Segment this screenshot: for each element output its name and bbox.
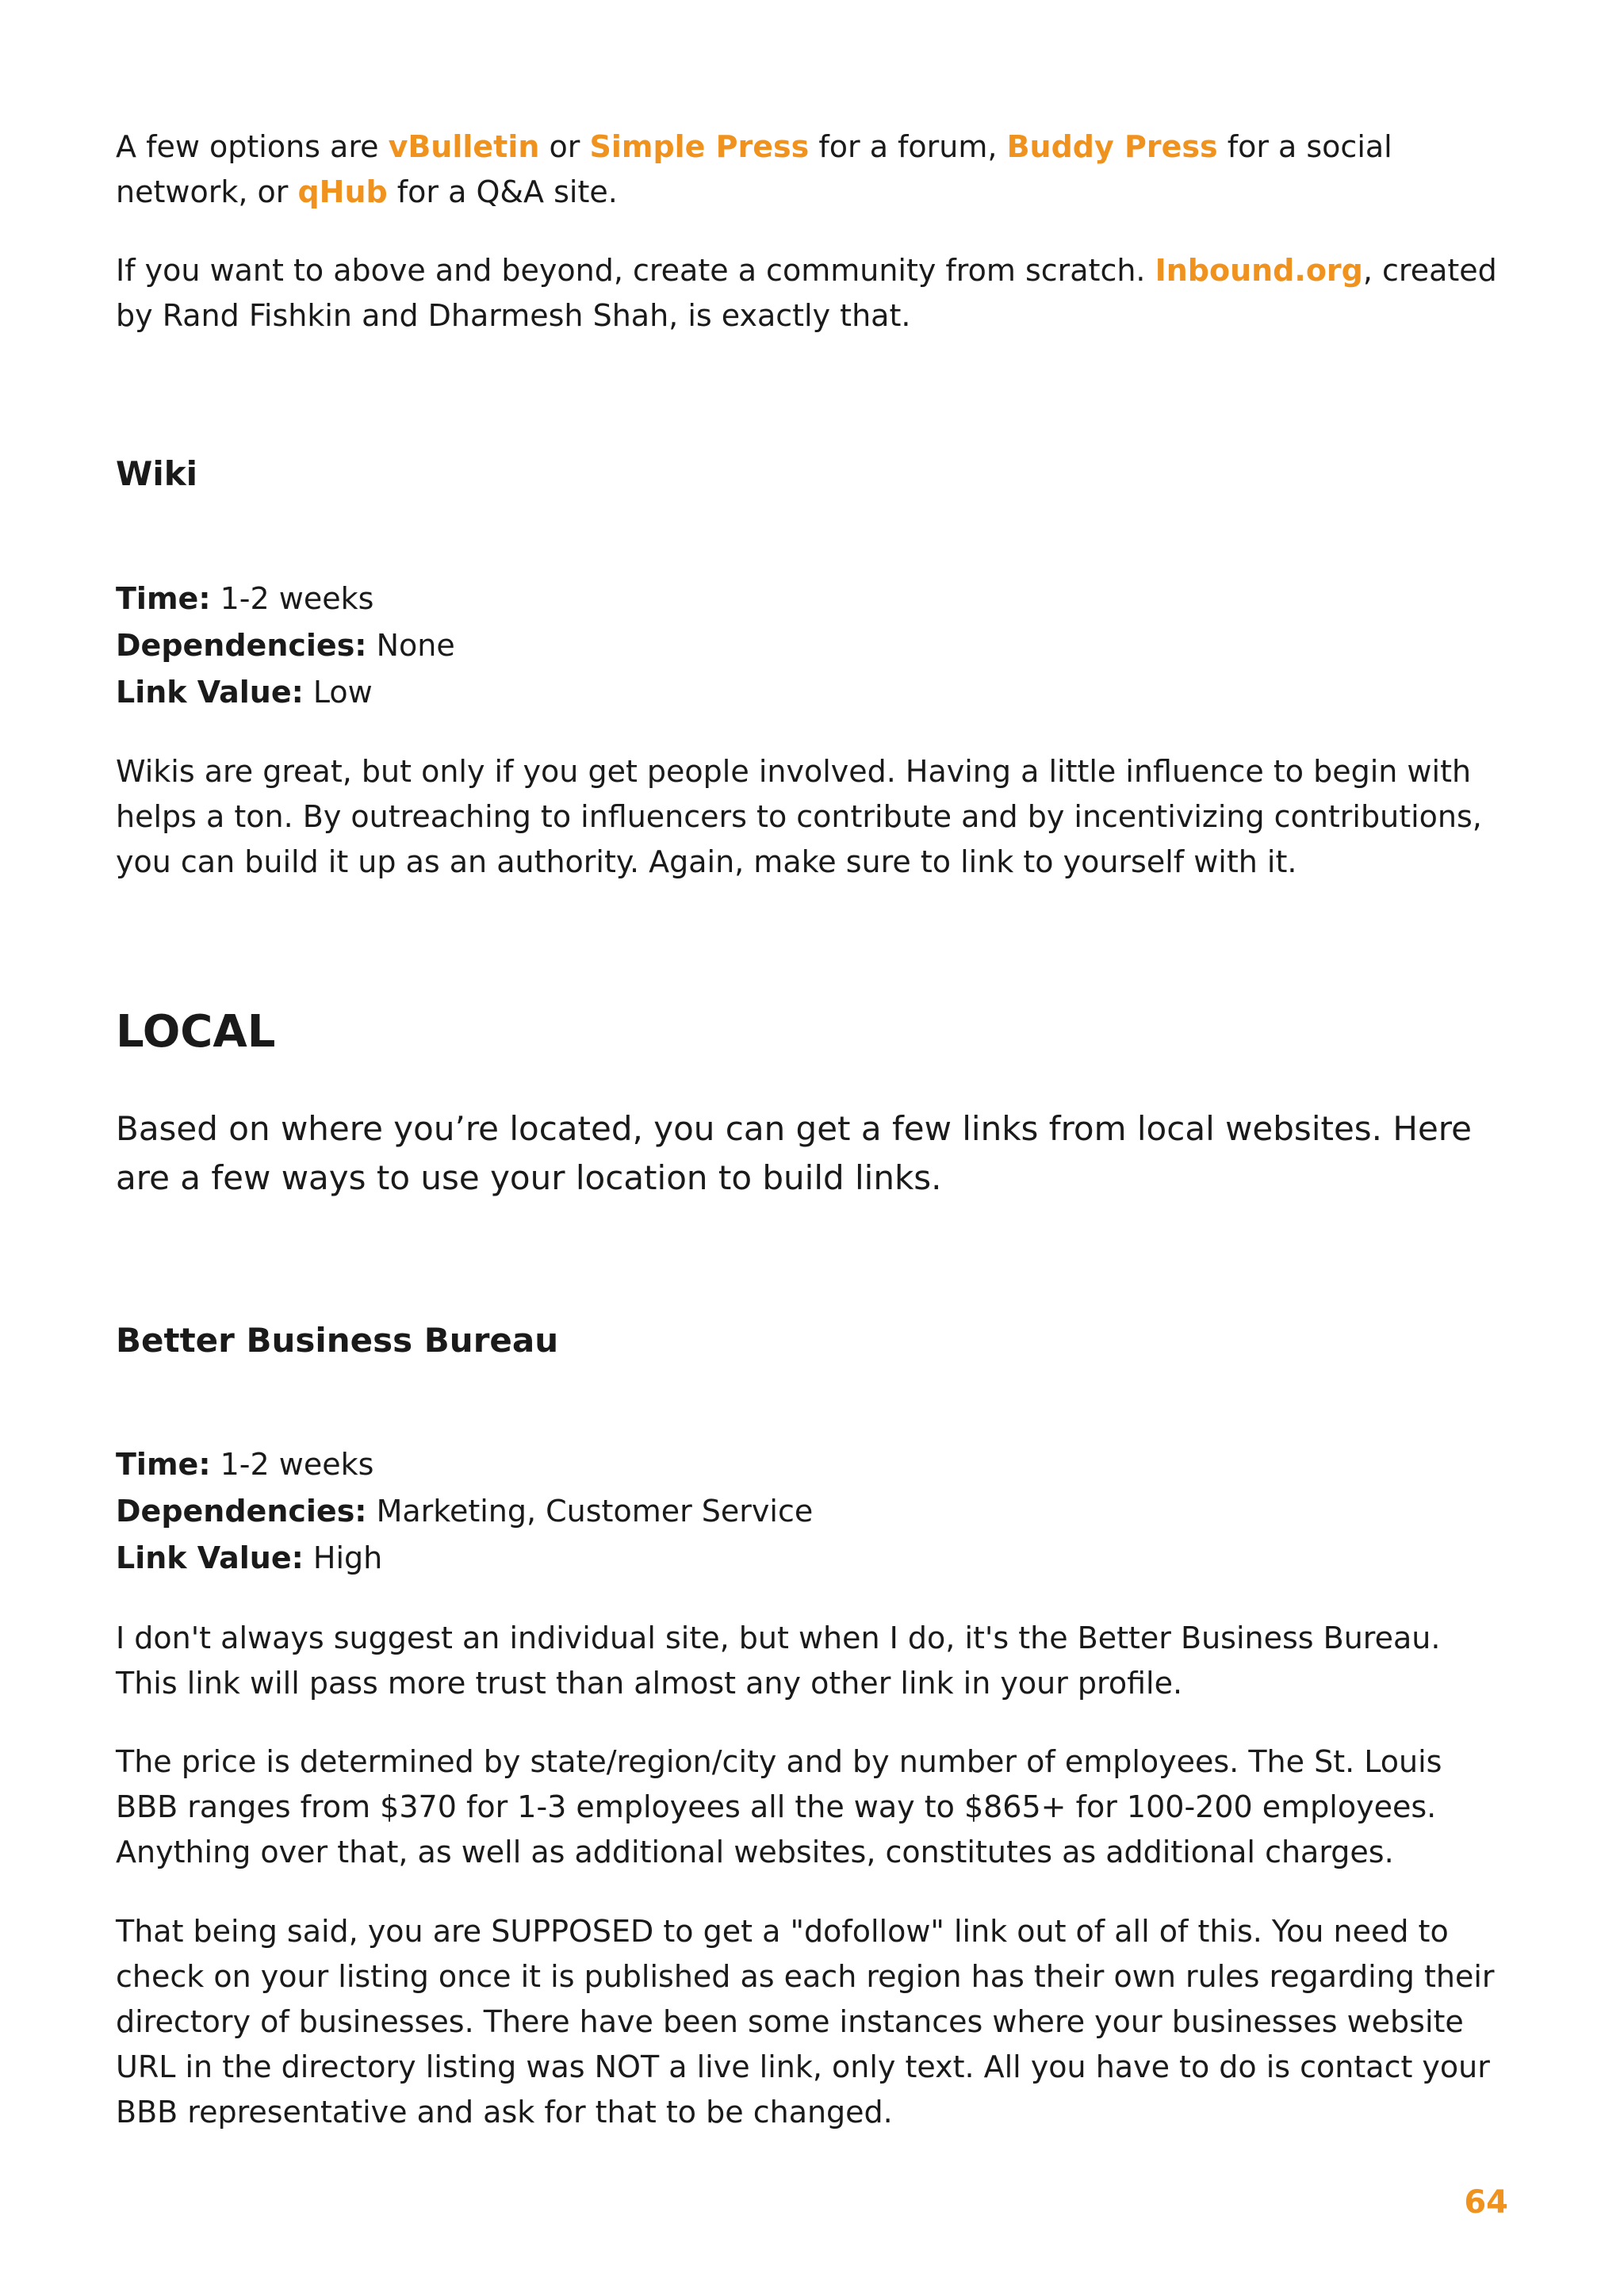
qhub-link[interactable]: qHub	[297, 174, 388, 209]
meta-label: Time:	[116, 581, 211, 616]
meta-label: Link Value:	[116, 1540, 304, 1575]
wiki-body	[116, 749, 1511, 885]
wiki-meta	[116, 576, 1511, 716]
community-section	[116, 248, 1511, 339]
wiki-dependencies-line	[116, 622, 1511, 669]
wiki-time-line	[116, 576, 1511, 622]
bbb-paragraph-3: That being said, you are SUPPOSED to get a "dofollow" link out of all of this. You need to check on your listing once it is published as each region has their own rules regarding their directory of businesses. There have been some instances where your businesses website URL in the directory listing was NOT a live link, only text. All you have to do is contact your BBB representative and ask for that to be changed.	[116, 1914, 1495, 2130]
meta-value: High	[303, 1540, 383, 1575]
meta-label: Time:	[116, 1447, 211, 1482]
wiki-heading: Wiki	[116, 454, 198, 493]
bbb-link-value-line	[116, 1535, 1511, 1582]
options-paragraph	[116, 124, 1511, 215]
text-run: for a forum,	[809, 129, 1007, 164]
intro-section	[116, 124, 1511, 215]
meta-value: None	[366, 628, 455, 663]
text-run: or	[539, 129, 590, 164]
bbb-paragraph-1-wrap	[116, 1616, 1511, 1706]
meta-value: 1-2 weeks	[210, 1447, 374, 1482]
bbb-dependencies-line	[116, 1488, 1511, 1535]
page-number: 64	[1464, 2184, 1508, 2221]
vbulletin-link[interactable]: vBulletin	[388, 129, 540, 164]
text-run: for a social network, or	[116, 129, 1392, 209]
local-section	[116, 1002, 1511, 1062]
bbb-heading: Better Business Bureau	[116, 1321, 559, 1360]
meta-label: Dependencies:	[116, 628, 367, 663]
local-lead-paragraph: Based on where you’re located, you can get a few links from local websites. Here are a few ways to use your location to build links.	[116, 1109, 1472, 1197]
bbb-heading-wrap	[116, 1317, 1511, 1364]
buddy-press-link[interactable]: Buddy Press	[1006, 129, 1218, 164]
text-run: A few options are	[116, 129, 389, 164]
inbound-org-link[interactable]: Inbound.org	[1155, 253, 1363, 288]
meta-value: Low	[303, 675, 373, 710]
text-run: If you want to above and beyond, create a community from scratch.	[116, 253, 1155, 288]
text-run: , created by Rand Fishkin and Dharmesh Shah, is exactly that.	[116, 253, 1497, 333]
bbb-paragraph-2: The price is determined by state/region/city and by number of employees. The St. Louis BBB ranges from $370 for 1-3 employees all the way to $865+ for 100-200 employees. Anything over that, as well as additional websites, constitutes as additional charges.	[116, 1744, 1442, 1869]
wiki-paragraph: Wikis are great, but only if you get people involved. Having a little influence to begin with helps a ton. By outreaching to influencers to contribute and by incentivizing contributions, you can build it up as an authority. Again, make sure to link to yourself with it.	[116, 754, 1482, 879]
simple-press-link[interactable]: Simple Press	[589, 129, 810, 164]
wiki-section-heading-wrap	[116, 450, 1511, 498]
bbb-time-line	[116, 1441, 1511, 1488]
wiki-link-value-line	[116, 669, 1511, 716]
meta-label: Dependencies:	[116, 1494, 367, 1529]
bbb-paragraph-1: I don't always suggest an individual site, but when I do, it's the Better Business Bureau. This link will pass more trust than almost any other link in your profile.	[116, 1621, 1441, 1701]
bbb-paragraph-3-wrap	[116, 1909, 1511, 2135]
text-run: for a Q&A site.	[387, 174, 618, 209]
community-paragraph	[116, 248, 1511, 339]
meta-label: Link Value:	[116, 675, 304, 710]
meta-value: Marketing, Customer Service	[366, 1494, 814, 1529]
bbb-meta	[116, 1441, 1511, 1582]
bbb-paragraph-2-wrap	[116, 1739, 1511, 1875]
meta-value: 1-2 weeks	[210, 581, 374, 616]
local-heading: LOCAL	[116, 1006, 276, 1058]
local-lead-wrap	[116, 1104, 1511, 1203]
